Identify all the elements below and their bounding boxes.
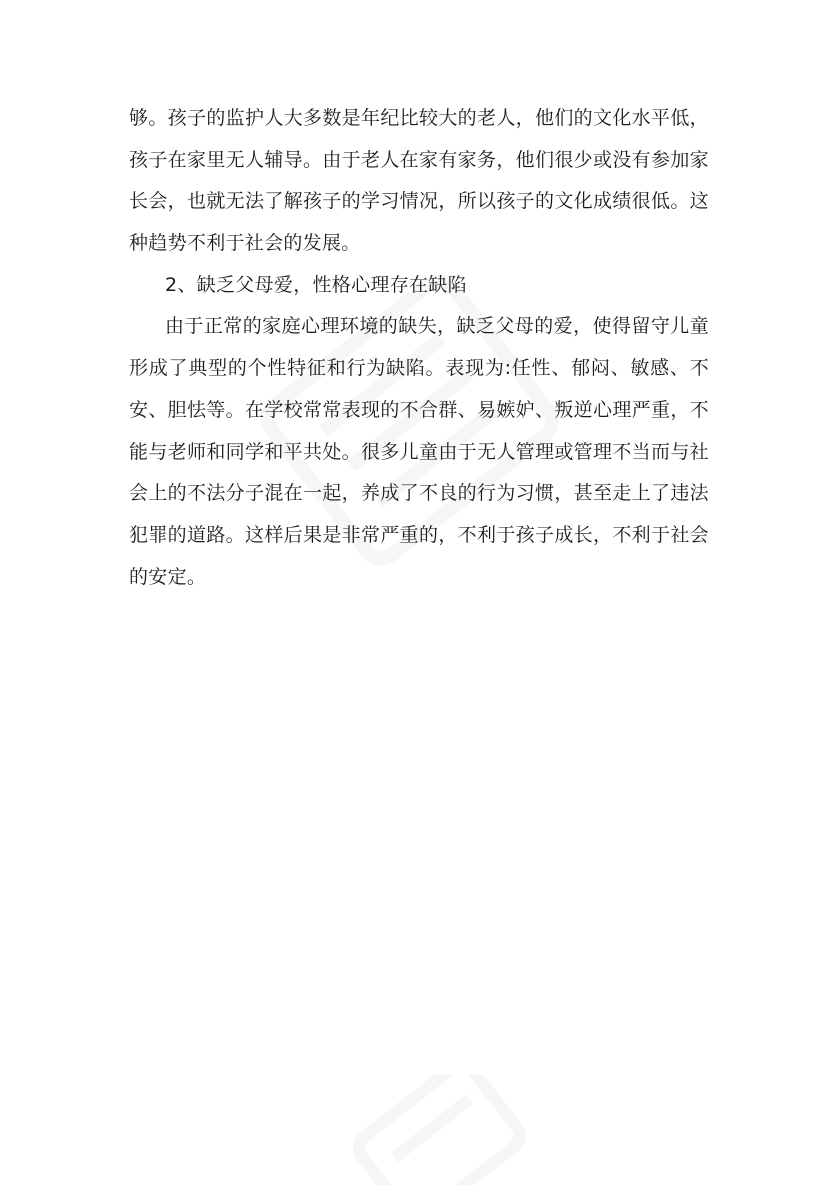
section-heading: 2、缺乏父母爱，性格心理存在缺陷 bbox=[165, 273, 467, 296]
text-line: 孩子在家里无人辅导。由于老人在家有家务，他们很少或没有参加家 bbox=[129, 148, 709, 171]
text-line: 长会，也就无法了解孩子的学习情况，所以孩子的文化成绩很低。这 bbox=[129, 190, 709, 213]
text-line: 的安定。 bbox=[129, 565, 207, 588]
body-text bbox=[129, 98, 709, 598]
text-line: 会上的不法分子混在一起，养成了不良的行为习惯，甚至走上了违法 bbox=[129, 482, 709, 505]
text-line: 种趋势不利于社会的发展。 bbox=[129, 232, 361, 255]
text-line: 由于正常的家庭心理环境的缺失，缺乏父母的爱，使得留守儿童 bbox=[165, 315, 709, 338]
text-line: 犯罪的道路。这样后果是非常严重的，不利于孩子成长，不利于社会 bbox=[129, 523, 709, 546]
text-line: 安、胆怯等。在学校常常表现的不合群、易嫉妒、叛逆心理严重，不 bbox=[129, 398, 709, 421]
watermark-bottom bbox=[330, 1075, 530, 1185]
text-line: 形成了典型的个性特征和行为缺陷。表现为:任性、郁闷、敏感、不 bbox=[129, 357, 709, 380]
text-line: 能与老师和同学和平共处。很多儿童由于无人管理或管理不当而与社 bbox=[129, 440, 709, 463]
text-line: 够。孩子的监护人大多数是年纪比较大的老人，他们的文化水平低， bbox=[129, 107, 709, 129]
